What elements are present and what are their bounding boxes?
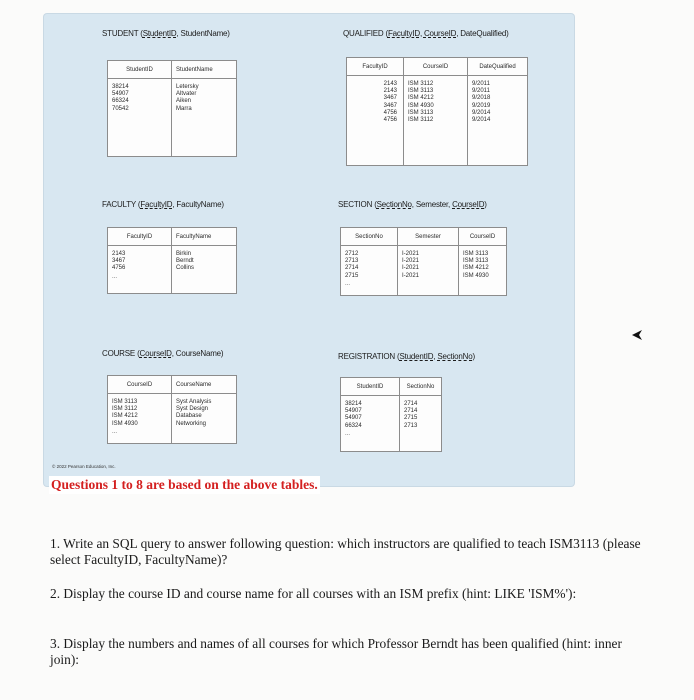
student-header-name: StudentName bbox=[172, 61, 237, 79]
qualified-table bbox=[346, 57, 528, 166]
registration-student-column: 38214 54907 54907 66324 ... bbox=[341, 396, 400, 452]
student-table-title: STUDENT (StudentID, StudentName) bbox=[102, 29, 230, 38]
faculty-name-column: Birkin Berndt Collins bbox=[172, 246, 237, 294]
section-semester-column: I-2021 I-2021 I-2021 I-2021 bbox=[398, 246, 459, 296]
faculty-table bbox=[107, 227, 237, 294]
registration-table-title: REGISTRATION (StudentID, SectionNo) bbox=[338, 352, 475, 361]
faculty-header-id: FacultyID bbox=[108, 228, 172, 246]
qualified-faculty-column: 2143 2143 3467 3467 4756 4756 bbox=[347, 76, 404, 166]
copyright-note: © 2022 Pearson Education, Inc. bbox=[52, 464, 116, 469]
student-table bbox=[107, 60, 237, 157]
section-course-column: ISM 3113 ISM 3113 ISM 4212 ISM 4930 bbox=[459, 246, 507, 296]
qualified-header-date: DateQualified bbox=[468, 58, 528, 76]
registration-header-student: StudentID bbox=[341, 378, 400, 396]
qualified-header-faculty-id: FacultyID bbox=[347, 58, 404, 76]
course-header-id: CourseID bbox=[108, 376, 172, 394]
section-header-semester: Semester bbox=[398, 228, 459, 246]
section-table bbox=[340, 227, 507, 296]
qualified-date-column: 9/2011 9/2011 9/2018 9/2019 9/2014 9/2014 bbox=[468, 76, 528, 166]
question-2: 2. Display the course ID and course name for all courses with an ISM prefix (hint: LIKE 'ISM%'): bbox=[50, 586, 577, 601]
registration-section-column: 2714 2714 2715 2713 bbox=[400, 396, 442, 452]
student-id-column: 38214 54907 66324 70542 bbox=[108, 79, 172, 157]
qualified-header-course-id: CourseID bbox=[404, 58, 468, 76]
mouse-pointer-icon bbox=[631, 328, 643, 346]
question-3: 3. Display the numbers and names of all courses for which Professor Berndt has been qualified (hint: inner join): bbox=[50, 636, 622, 667]
registration-table bbox=[340, 377, 442, 452]
faculty-header-name: FacultyName bbox=[172, 228, 237, 246]
section-table-title: SECTION (SectionNo, Semester, CourseID) bbox=[338, 200, 487, 209]
faculty-id-column: 2143 3467 4756 ... bbox=[108, 246, 172, 294]
faculty-table-title: FACULTY (FacultyID, FacultyName) bbox=[102, 200, 224, 209]
registration-header-section: SectionNo bbox=[400, 378, 442, 396]
student-name-column: Letersky Altvater Aiken Marra bbox=[172, 79, 237, 157]
questions-intro: Questions 1 to 8 are based on the above tables. bbox=[51, 477, 318, 492]
course-id-column: ISM 3113 ISM 3112 ISM 4212 ISM 4930 ... bbox=[108, 394, 172, 444]
course-table bbox=[107, 375, 237, 444]
course-header-name: CourseName bbox=[172, 376, 237, 394]
course-name-column: Syst Analysis Syst Design Database Networking bbox=[172, 394, 237, 444]
qualified-course-column: ISM 3112 ISM 3113 ISM 4212 ISM 4930 ISM 3113 ISM 3112 bbox=[404, 76, 468, 166]
section-header-no: SectionNo bbox=[341, 228, 398, 246]
student-header-id: StudentID bbox=[108, 61, 172, 79]
section-no-column: 2712 2713 2714 2715 ... bbox=[341, 246, 398, 296]
section-header-course: CourseID bbox=[459, 228, 507, 246]
qualified-table-title: QUALIFIED (FacultyID, CourseID, DateQualified) bbox=[343, 29, 509, 38]
question-1: 1. Write an SQL query to answer following question: which instructors are qualified to teach ISM3113 (please select FacultyID, FacultyName)? bbox=[50, 536, 641, 567]
course-table-title: COURSE (CourseID, CourseName) bbox=[102, 349, 224, 358]
